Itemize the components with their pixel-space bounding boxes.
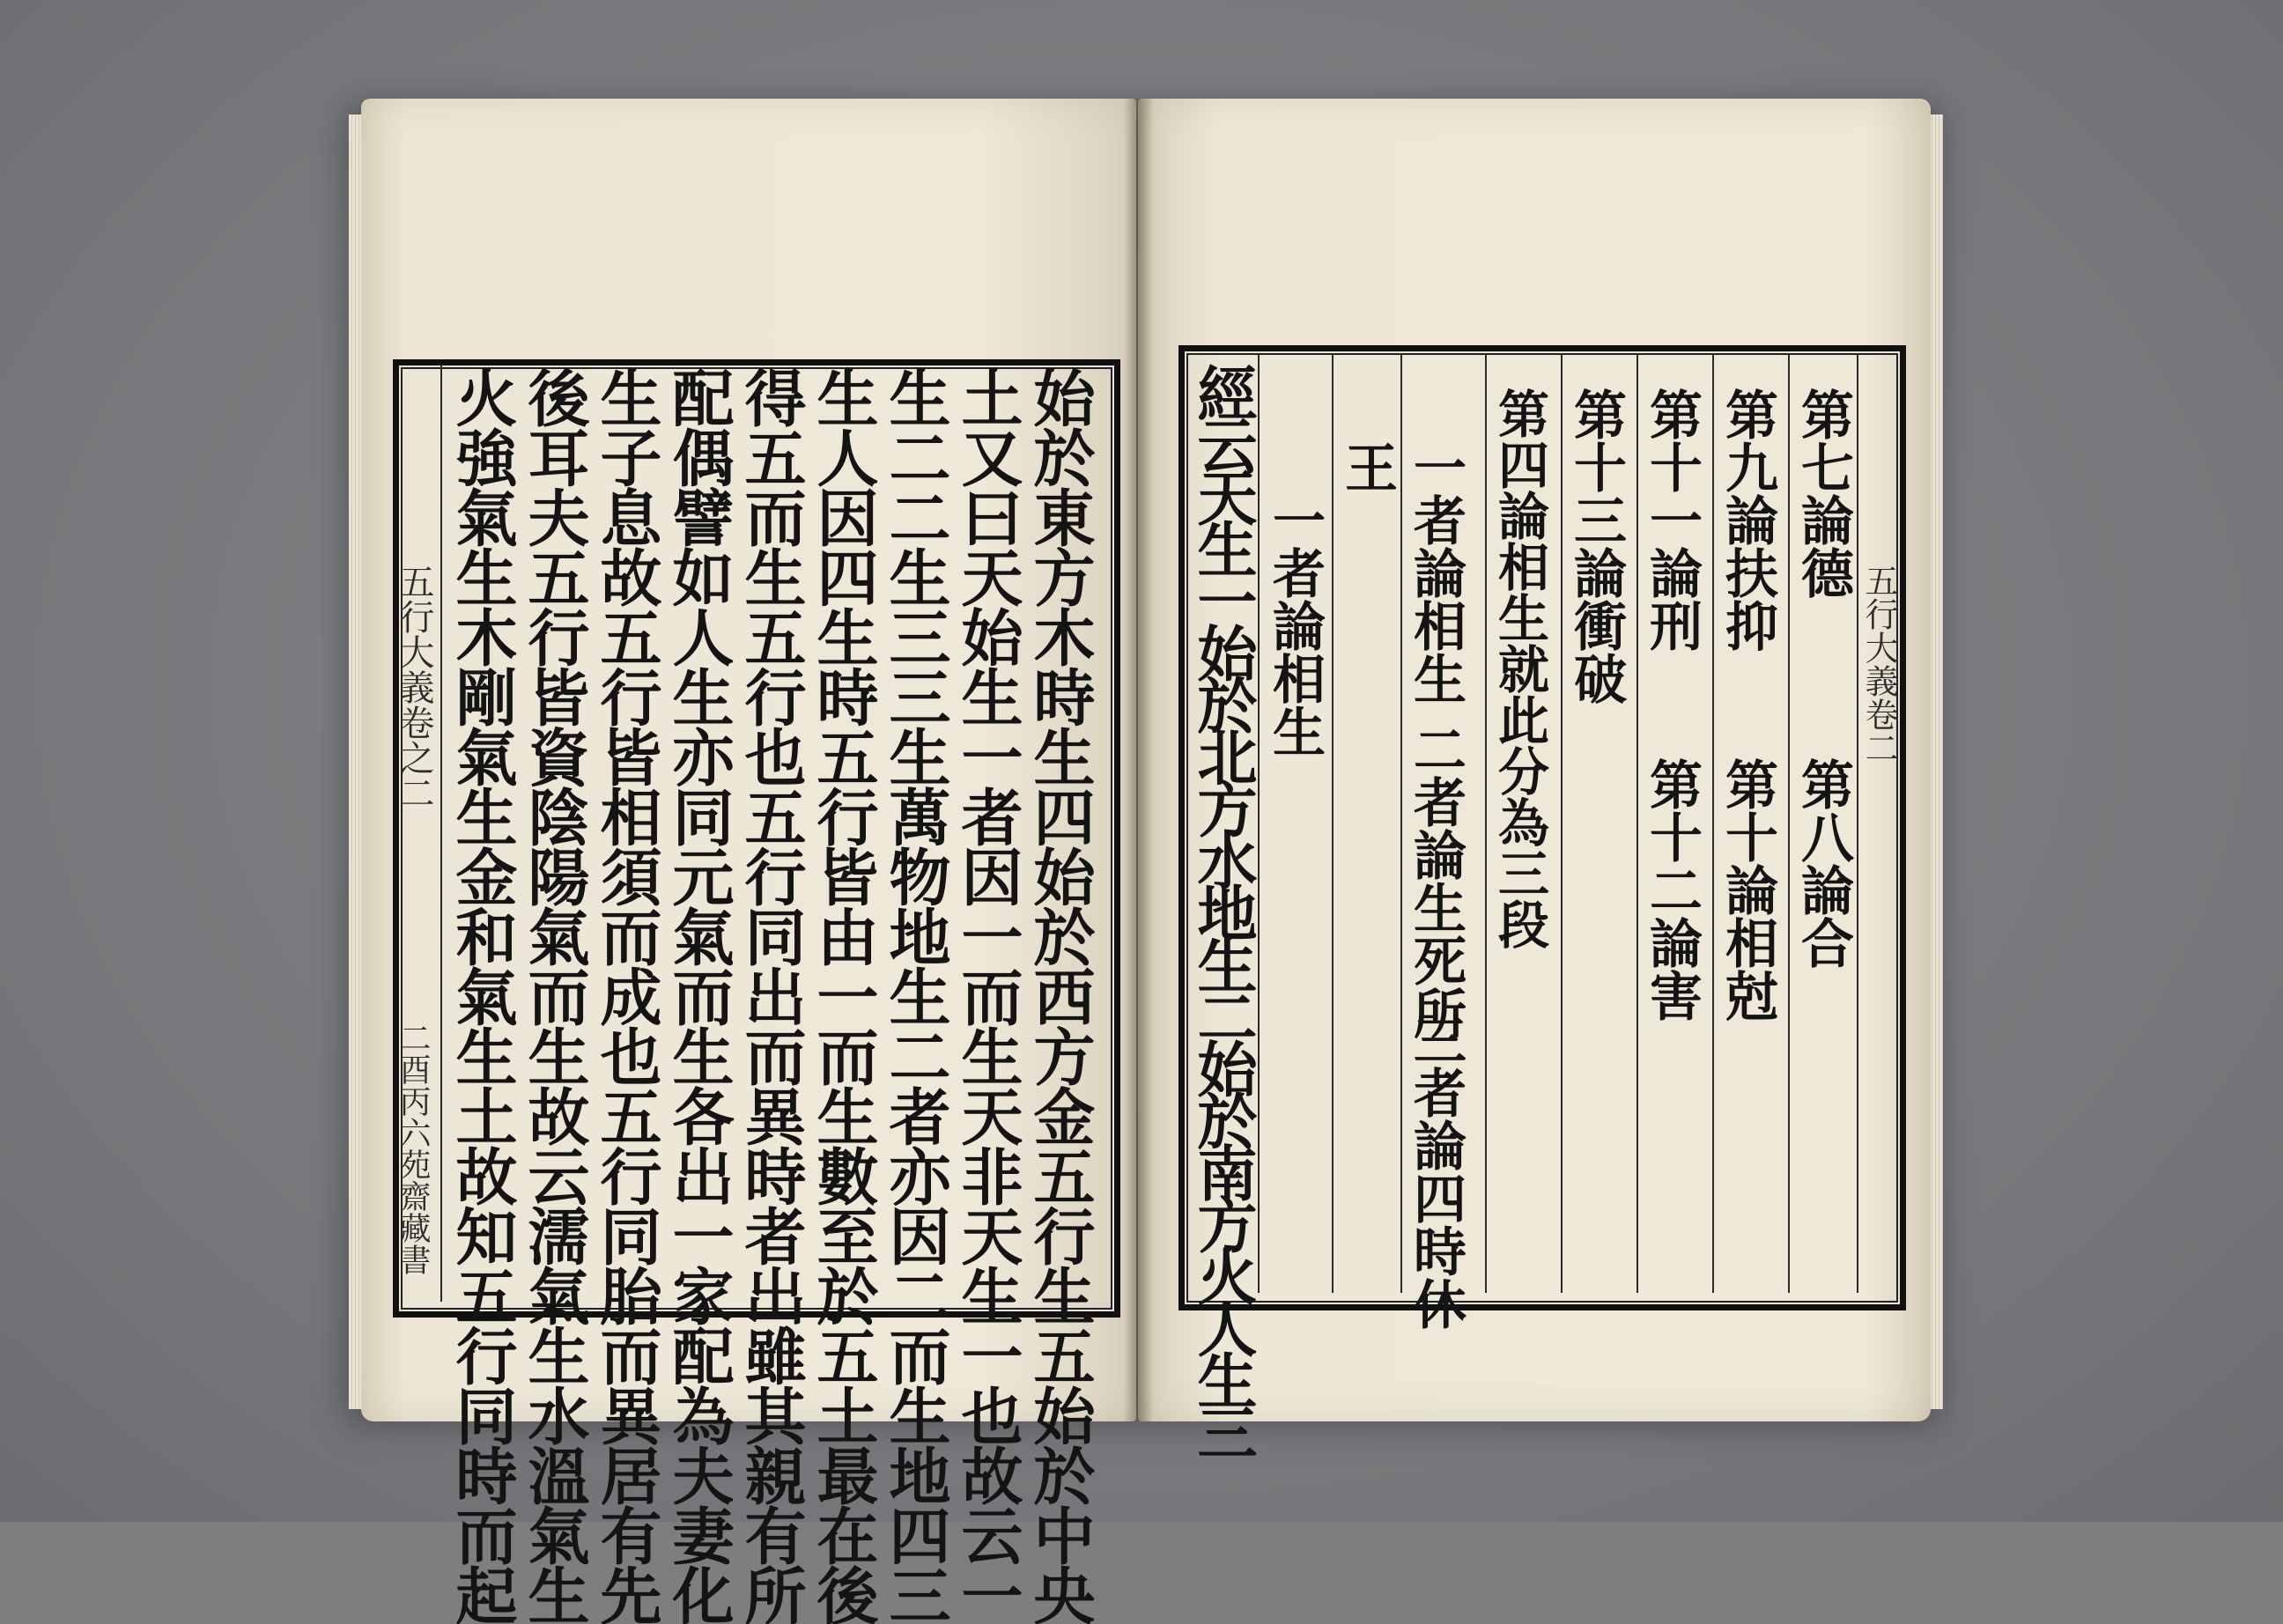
right-column-rule <box>1485 354 1487 1293</box>
toc-entry: 第十一論刑 <box>1641 388 1703 652</box>
left-margin-rule <box>440 365 442 1302</box>
toc-entry: 第七論德 <box>1792 388 1854 599</box>
right-column-rule <box>1637 354 1638 1293</box>
toc-entry: 第九論扶抑 <box>1717 388 1778 652</box>
carryover-character: 王 <box>1336 440 1398 493</box>
subsection-entry: 一者論相生 <box>1405 440 1467 705</box>
left-text-column: 土又曰天始生一者因一而生天非天生一也故云一 <box>951 366 1024 1624</box>
right-column-rule <box>1561 354 1563 1293</box>
left-text-column: 得五而生五行也五行同出而異時者出雖其親有所 <box>735 366 808 1624</box>
toc-entry: 第十二論害 <box>1641 757 1703 1022</box>
left-text-column: 後耳夫五行皆資陰陽氣而生故云濡氣生水溫氣生 <box>518 366 591 1624</box>
heading-entry: 一者論相生 <box>1264 493 1326 757</box>
left-text-column: 生子息故五行皆相須而成也五行同胎而異居有先 <box>590 366 663 1624</box>
subsection-entry: 二者論生死所 <box>1405 722 1467 1039</box>
body-text-column: 經云天生一始於北方水地生二始於南方火人生三 <box>1187 363 1258 1454</box>
toc-entry: 第十三論衝破 <box>1565 388 1627 705</box>
left-margin-title: 五行大義卷之二 <box>394 564 434 810</box>
left-margin-publisher: 二酉丙六苑齋藏書 <box>395 1022 431 1275</box>
book-gutter <box>1124 99 1154 1421</box>
right-column-rule <box>1332 354 1334 1293</box>
toc-entry: 第十論相尅 <box>1717 757 1778 1022</box>
right-column-rule <box>1788 354 1790 1293</box>
toc-entry: 第八論合 <box>1792 757 1854 969</box>
right-column-rule <box>1857 354 1858 1293</box>
right-column-rule <box>1712 354 1714 1293</box>
subsection-entry: 三者論四時休 <box>1405 1013 1467 1330</box>
left-text-column: 火強氣生木剛氣生金和氣生土故知五行同時而起 <box>446 366 519 1624</box>
left-text-column: 配偶譬如人生亦同元氣而生各出一家配為夫妻化 <box>662 366 735 1624</box>
right-column-rule <box>1258 354 1260 1293</box>
section-heading: 第四論相生就此分為三段 <box>1489 388 1549 949</box>
left-text-column: 生二二生三三生萬物地生二者亦因二而生地四三 <box>879 366 952 1624</box>
right-column-rule <box>1400 354 1402 1293</box>
right-margin-title: 五行大義卷二 <box>1859 564 1898 764</box>
left-text-column: 生人因四生時五行皆由一而生數至於五土最在後 <box>807 366 880 1624</box>
left-text-column: 始於東方木時生四始於西方金五行生五始於中央 <box>1023 366 1097 1624</box>
